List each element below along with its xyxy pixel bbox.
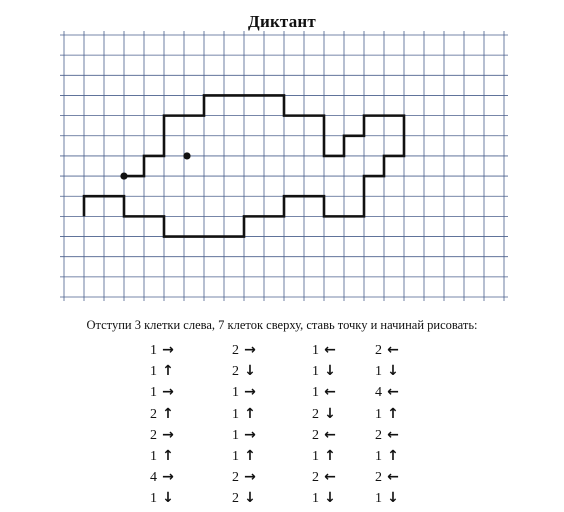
command-item bbox=[372, 448, 404, 464]
command-item bbox=[229, 342, 261, 358]
command-count: 2 bbox=[150, 427, 157, 443]
arrow-down-icon: ↓ bbox=[387, 363, 399, 380]
command-count: 2 bbox=[150, 406, 157, 422]
arrow-right-icon: → bbox=[244, 384, 256, 401]
command-count: 1 bbox=[375, 406, 382, 422]
arrow-down-icon: ↓ bbox=[324, 363, 336, 380]
command-item bbox=[229, 363, 261, 379]
command-item bbox=[147, 406, 179, 422]
command-count: 2 bbox=[375, 470, 382, 486]
command-count: 1 bbox=[232, 427, 239, 443]
arrow-right-icon: → bbox=[162, 469, 174, 486]
command-count: 1 bbox=[375, 449, 382, 464]
command-item bbox=[229, 384, 261, 400]
arrow-up-icon: ↑ bbox=[244, 405, 256, 422]
command-count: 2 bbox=[375, 343, 382, 358]
command-count: 2 bbox=[375, 427, 382, 443]
command-item bbox=[147, 384, 179, 400]
arrow-left-icon: ← bbox=[387, 469, 399, 486]
command-item bbox=[229, 427, 261, 443]
start-dot bbox=[120, 172, 127, 179]
command-item bbox=[309, 342, 341, 358]
command-count: 2 bbox=[232, 491, 239, 507]
arrow-up-icon: ↑ bbox=[162, 405, 174, 422]
command-count: 1 bbox=[232, 385, 239, 401]
arrow-up-icon: ↑ bbox=[387, 448, 399, 464]
command-item bbox=[229, 469, 261, 485]
arrow-left-icon: ← bbox=[387, 384, 399, 401]
command-item bbox=[309, 427, 341, 443]
command-count: 1 bbox=[232, 406, 239, 422]
command-count: 1 bbox=[312, 491, 319, 507]
command-count: 1 bbox=[312, 364, 319, 380]
command-item bbox=[372, 469, 404, 485]
command-item bbox=[372, 406, 404, 422]
command-item bbox=[372, 363, 404, 379]
command-count: 1 bbox=[312, 449, 319, 464]
command-count: 1 bbox=[312, 343, 319, 358]
command-item bbox=[309, 384, 341, 400]
command-count: 2 bbox=[312, 427, 319, 443]
command-count: 1 bbox=[150, 491, 157, 507]
command-item bbox=[372, 427, 404, 443]
command-item bbox=[309, 469, 341, 485]
command-item bbox=[309, 448, 341, 464]
arrow-left-icon: ← bbox=[324, 469, 336, 486]
arrow-up-icon: ↑ bbox=[387, 405, 399, 422]
command-count: 2 bbox=[312, 406, 319, 422]
grid-lines bbox=[60, 31, 508, 301]
arrow-left-icon: ← bbox=[324, 426, 336, 443]
arrow-down-icon: ↓ bbox=[244, 490, 256, 507]
command-item bbox=[372, 490, 404, 506]
arrow-down-icon: ↓ bbox=[244, 363, 256, 380]
command-count: 2 bbox=[312, 470, 319, 486]
command-item bbox=[147, 427, 179, 443]
arrow-up-icon: ↑ bbox=[324, 448, 336, 464]
command-item bbox=[309, 363, 341, 379]
command-item bbox=[147, 469, 179, 485]
command-item bbox=[147, 490, 179, 506]
command-item bbox=[147, 448, 179, 464]
arrow-right-icon: → bbox=[162, 342, 174, 358]
command-item bbox=[229, 490, 261, 506]
arrow-down-icon: ↓ bbox=[324, 490, 336, 507]
arrow-down-icon: ↓ bbox=[387, 490, 399, 507]
arrow-down-icon: ↓ bbox=[324, 405, 336, 422]
command-item bbox=[372, 342, 404, 358]
arrow-right-icon: → bbox=[244, 469, 256, 486]
arrow-up-icon: ↑ bbox=[162, 363, 174, 380]
command-count: 2 bbox=[232, 364, 239, 380]
command-count: 1 bbox=[312, 385, 319, 401]
command-count: 1 bbox=[150, 385, 157, 401]
arrow-left-icon: ← bbox=[387, 342, 399, 358]
instruction-text: Отступи 3 клетки слева, 7 клеток сверху, ставь точку и начинай рисовать: bbox=[86, 318, 478, 332]
command-count: 4 bbox=[375, 385, 382, 401]
command-item bbox=[309, 406, 341, 422]
command-item bbox=[372, 384, 404, 400]
eye-dot bbox=[183, 152, 190, 159]
command-count: 1 bbox=[232, 449, 239, 464]
command-item bbox=[147, 363, 179, 379]
command-count: 4 bbox=[150, 470, 157, 486]
command-item bbox=[309, 490, 341, 506]
page-title: Диктант bbox=[248, 12, 316, 31]
command-count: 1 bbox=[150, 364, 157, 380]
arrow-down-icon: ↓ bbox=[162, 490, 174, 507]
command-item bbox=[229, 448, 261, 464]
arrow-up-icon: ↑ bbox=[162, 448, 174, 464]
arrow-left-icon: ← bbox=[387, 426, 399, 443]
command-item bbox=[147, 342, 179, 358]
arrow-left-icon: ← bbox=[324, 342, 336, 358]
command-count: 2 bbox=[232, 470, 239, 486]
command-count: 1 bbox=[150, 449, 157, 464]
command-item bbox=[229, 406, 261, 422]
arrow-right-icon: → bbox=[162, 426, 174, 443]
command-count: 1 bbox=[375, 491, 382, 507]
command-count: 2 bbox=[232, 343, 239, 358]
arrow-up-icon: ↑ bbox=[244, 448, 256, 464]
command-count: 1 bbox=[150, 343, 157, 358]
arrow-left-icon: ← bbox=[324, 384, 336, 401]
arrow-right-icon: → bbox=[162, 384, 174, 401]
arrow-right-icon: → bbox=[244, 426, 256, 443]
command-count: 1 bbox=[375, 364, 382, 380]
arrow-right-icon: → bbox=[244, 342, 256, 358]
